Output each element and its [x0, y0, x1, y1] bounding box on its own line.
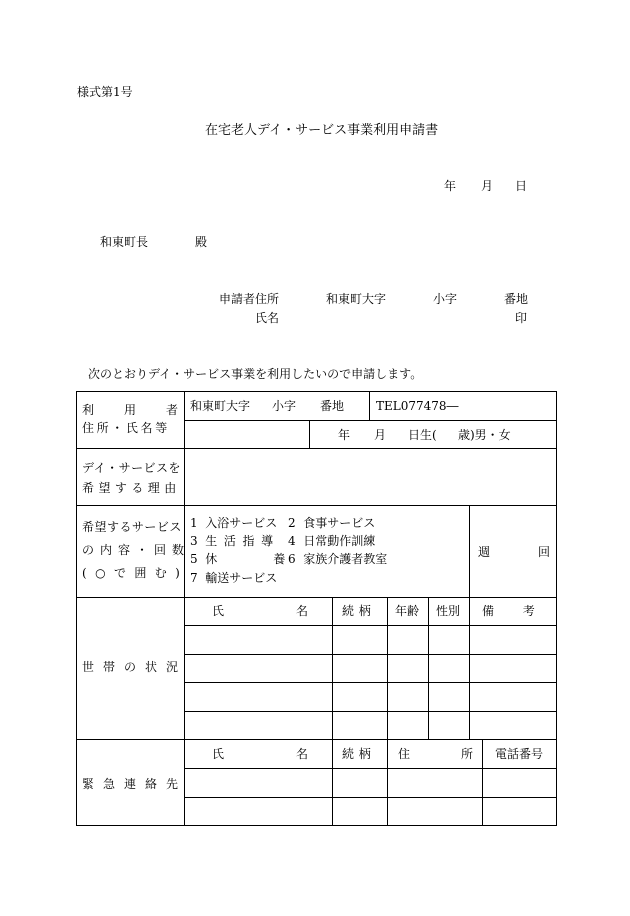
page-title: 在宅老人デイ・サービス事業利用申請書	[205, 123, 439, 138]
emergency-col-relation-label: 続柄	[342, 747, 376, 761]
user-birth-day: 日生(	[408, 428, 437, 442]
services-label-line1: 希望するサービス	[82, 520, 182, 534]
emergency-col-phone	[482, 739, 483, 826]
services-count-divider	[469, 505, 470, 597]
date-day: 日	[515, 179, 528, 193]
divider-reason	[76, 505, 557, 506]
emergency-row-2	[184, 797, 557, 798]
reason-label-line1: デイ・サービスを	[82, 461, 182, 475]
emergency-col-address	[387, 739, 388, 826]
service-item-7[interactable]: 7 輸送サービス	[190, 571, 278, 585]
household-col-relation-label: 続柄	[342, 604, 376, 618]
household-col-relation	[332, 597, 333, 739]
household-row-4	[184, 711, 557, 712]
user-label-line2: 住所・氏名等	[82, 421, 170, 435]
addressee: 和東町長	[100, 235, 149, 249]
service-item-5[interactable]: 5 休 養	[190, 552, 286, 566]
border-top	[76, 391, 557, 392]
border-bottom	[76, 825, 557, 826]
application-form-table	[76, 391, 564, 826]
service-item-3[interactable]: 3 生活指導	[190, 534, 280, 548]
user-tel-divider	[369, 391, 370, 420]
emergency-row-1	[184, 768, 557, 769]
service-times: 回	[538, 545, 551, 559]
household-label: 世帯の状況	[82, 660, 188, 674]
user-age-sex: 歳)男・女	[458, 428, 511, 442]
household-col-age	[387, 597, 388, 739]
form-number: 様式第1号	[77, 85, 133, 99]
intro-text: 次のとおりデイ・サービス事業を利用したいので申請します。	[88, 367, 423, 381]
user-tel: TEL077478―	[376, 399, 459, 413]
honorific: 殿	[195, 235, 208, 249]
household-col-sex-label: 性別	[436, 604, 461, 618]
household-col-name-b: 名	[296, 604, 309, 618]
applicant-seal: 印	[515, 311, 528, 325]
household-col-age-label: 年齢	[395, 604, 420, 618]
applicant-address-label: 申請者住所	[219, 292, 280, 306]
emergency-col-relation	[332, 739, 333, 826]
divider-household	[76, 739, 557, 740]
emergency-label: 緊急連絡先	[82, 777, 188, 791]
user-birth-divider	[309, 420, 310, 448]
date-year: 年	[444, 179, 457, 193]
emergency-col-name-b: 名	[296, 747, 309, 761]
household-col-remarks	[469, 597, 470, 739]
applicant-address-prefix: 和東町大字	[326, 292, 387, 306]
service-item-4[interactable]: 4 日常動作訓練	[288, 534, 376, 548]
applicant-name-label: 氏名	[255, 311, 280, 325]
label-column-divider	[184, 391, 185, 826]
household-col-sex	[428, 597, 429, 739]
divider-user	[76, 448, 557, 449]
user-label-line1: 利 用 者	[82, 403, 178, 417]
emergency-col-address-b: 所	[461, 747, 474, 761]
emergency-col-phone-label: 電話番号	[495, 747, 544, 761]
border-left	[76, 391, 77, 826]
services-label-line2: の内容・回数	[82, 543, 191, 557]
service-item-2[interactable]: 2 食事サービス	[288, 516, 376, 530]
household-row-1	[184, 625, 557, 626]
user-row-divider	[184, 420, 557, 421]
service-week: 週	[478, 545, 491, 559]
user-birth-year: 年	[338, 428, 351, 442]
applicant-banchi: 番地	[504, 292, 529, 306]
services-label-line3: (○で囲む)	[82, 566, 189, 580]
household-col-name-a: 氏	[212, 604, 225, 618]
service-item-6[interactable]: 6 家族介護者教室	[288, 552, 388, 566]
emergency-col-name-a: 氏	[212, 747, 225, 761]
applicant-koaza: 小字	[433, 292, 458, 306]
household-col-remarks-label: 備考	[482, 604, 564, 618]
user-banchi: 番地	[320, 399, 345, 413]
emergency-col-address-a: 住	[398, 747, 411, 761]
user-address-prefix: 和東町大字	[190, 399, 251, 413]
user-birth-month: 月	[374, 428, 387, 442]
household-row-2	[184, 654, 557, 655]
date-month: 月	[481, 179, 494, 193]
user-koaza: 小字	[272, 399, 297, 413]
divider-services	[76, 597, 557, 598]
household-row-3	[184, 682, 557, 683]
reason-label-line2: 希望する理由	[82, 481, 181, 495]
service-item-1[interactable]: 1 入浴サービス	[190, 516, 278, 530]
